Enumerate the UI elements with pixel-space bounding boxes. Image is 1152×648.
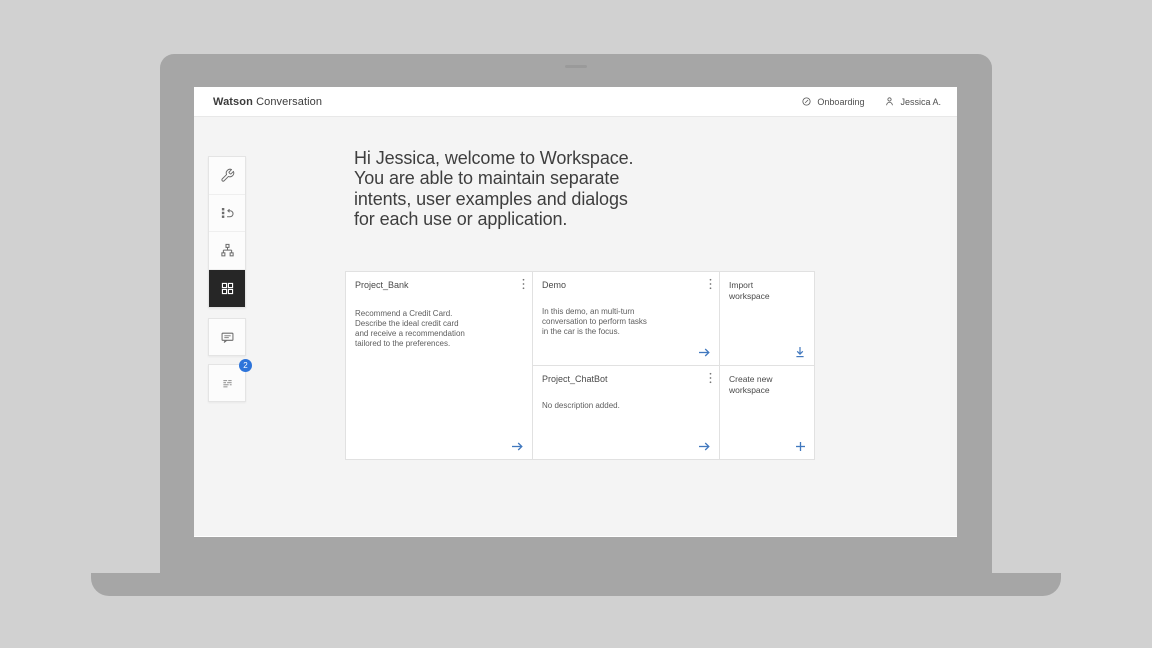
compass-icon — [801, 96, 812, 107]
sidebar-item-chat[interactable] — [208, 318, 246, 356]
card-description: Recommend a Credit Card. Describe the ideal credit card and receive a recommendation tailored to the preferences. — [355, 309, 465, 348]
tile-title: Create new workspace — [729, 374, 773, 395]
user-name: Jessica A. — [900, 96, 941, 107]
sidebar-item-tools[interactable] — [209, 157, 245, 195]
workspace-grid — [345, 271, 815, 460]
kebab-menu-icon[interactable] — [519, 278, 528, 290]
sidebar-item-intents[interactable] — [209, 195, 245, 233]
heading-line: for each use or application. — [354, 208, 568, 229]
user-menu[interactable] — [884, 96, 941, 107]
heading-line: You are able to maintain separate — [354, 168, 620, 189]
welcome-heading — [354, 148, 633, 229]
card-description: No description added. — [542, 401, 620, 410]
workspace-card-project-chatbot[interactable] — [533, 366, 719, 459]
sidebar-group — [208, 156, 246, 308]
logs-icon — [220, 376, 235, 391]
sidebar-item-dialog[interactable] — [209, 232, 245, 270]
dialog-tree-icon — [220, 243, 235, 258]
heading-line: Hi Jessica, welcome to Workspace. — [354, 148, 634, 168]
heading-line: intents, user examples and dialogs — [354, 188, 628, 209]
laptop-frame — [160, 54, 992, 573]
workspace-card-project-bank[interactable] — [346, 272, 532, 459]
camera-notch — [565, 65, 587, 68]
onboarding-label: Onboarding — [817, 96, 865, 107]
sidebar-item-logs[interactable] — [208, 361, 248, 402]
sidebar-item-workspaces[interactable] — [209, 270, 245, 308]
workspace-card-demo[interactable] — [533, 272, 719, 365]
sidebar — [208, 156, 246, 402]
main-content — [194, 117, 957, 536]
app-title-brand: Watson — [213, 95, 253, 108]
download-icon[interactable] — [794, 346, 806, 358]
plus-icon[interactable] — [795, 441, 806, 452]
app-title-product: Conversation — [256, 95, 323, 108]
kebab-menu-icon[interactable] — [706, 372, 715, 384]
import-workspace-tile[interactable] — [720, 272, 814, 365]
header-actions — [801, 96, 941, 107]
card-title: Project_ChatBot — [542, 374, 608, 384]
onboarding-button[interactable] — [801, 96, 864, 107]
laptop-base — [91, 573, 1061, 596]
app-title — [213, 96, 322, 108]
workspaces-grid-icon — [220, 281, 235, 296]
arrow-right-icon[interactable] — [511, 441, 524, 452]
arrow-right-icon[interactable] — [698, 347, 711, 358]
kebab-menu-icon[interactable] — [706, 278, 715, 290]
arrow-right-icon[interactable] — [698, 441, 711, 452]
app-window — [194, 87, 957, 537]
chat-bubble-icon — [220, 330, 235, 345]
person-icon — [884, 96, 895, 107]
intents-list-icon — [220, 205, 235, 220]
card-description: In this demo, an multi-turn conversation to perform tasks in the car is the focus. — [542, 307, 647, 336]
wrench-icon — [220, 168, 235, 183]
tile-title: Import workspace — [729, 280, 770, 301]
card-title: Demo — [542, 280, 567, 290]
notification-badge: 2 — [239, 359, 252, 372]
card-title: Project_Bank — [355, 280, 409, 290]
app-header — [194, 87, 957, 117]
create-workspace-tile[interactable] — [720, 366, 814, 459]
